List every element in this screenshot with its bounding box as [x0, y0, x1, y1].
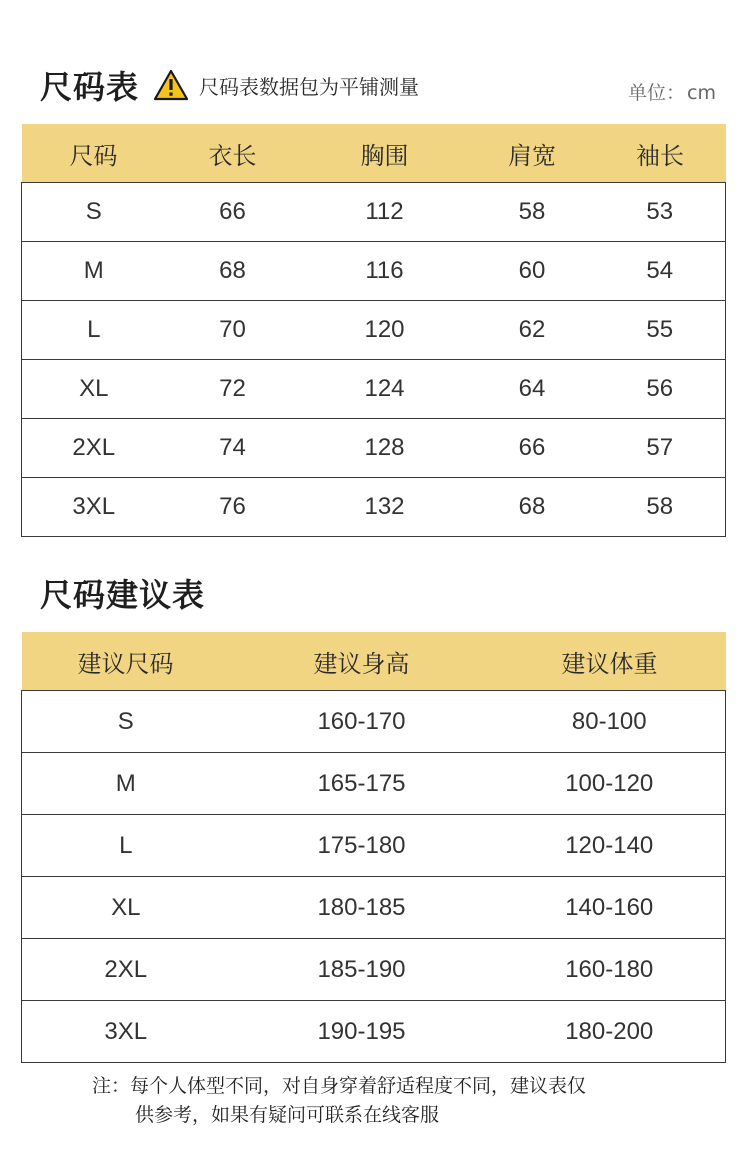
measurement-note: 尺码表数据包为平铺测量 — [199, 74, 420, 99]
cell-length: 68 — [166, 242, 300, 301]
table-row — [22, 877, 726, 939]
table-row — [22, 1001, 726, 1063]
cell-shoulder: 68 — [470, 478, 595, 537]
cell-weight: 80-100 — [494, 691, 726, 753]
size-table — [21, 124, 726, 537]
cell-weight: 100-120 — [494, 753, 726, 815]
cell-size: M — [22, 753, 230, 815]
table-row — [22, 939, 726, 1001]
header-recommended-height: 建议身高 — [230, 632, 494, 691]
cell-height: 190-195 — [230, 1001, 494, 1063]
footnote — [92, 1072, 586, 1130]
cell-sleeve: 58 — [595, 478, 726, 537]
unit-value: cm — [687, 82, 716, 104]
cell-shoulder: 62 — [470, 301, 595, 360]
unit-prefix: 单位： — [628, 82, 686, 104]
header-shoulder: 肩宽 — [470, 124, 595, 183]
cell-chest: 116 — [300, 242, 470, 301]
table-row — [22, 360, 726, 419]
recommend-table-header-row — [22, 632, 726, 691]
table-row — [22, 419, 726, 478]
unit-label — [626, 78, 716, 105]
cell-sleeve: 56 — [595, 360, 726, 419]
size-table-header-row — [22, 124, 726, 183]
cell-chest: 124 — [300, 360, 470, 419]
table-row — [22, 183, 726, 242]
cell-size: XL — [22, 360, 166, 419]
header-length: 衣长 — [166, 124, 300, 183]
cell-size: 2XL — [22, 939, 230, 1001]
warning-triangle-icon — [153, 69, 189, 101]
cell-shoulder: 60 — [470, 242, 595, 301]
cell-height: 180-185 — [230, 877, 494, 939]
header-chest: 胸围 — [300, 124, 470, 183]
table-row — [22, 478, 726, 537]
cell-height: 165-175 — [230, 753, 494, 815]
cell-height: 160-170 — [230, 691, 494, 753]
header-sleeve: 袖长 — [595, 124, 726, 183]
cell-chest: 112 — [300, 183, 470, 242]
cell-chest: 120 — [300, 301, 470, 360]
cell-shoulder: 58 — [470, 183, 595, 242]
table-row — [22, 242, 726, 301]
table-row — [22, 691, 726, 753]
cell-weight: 120-140 — [494, 815, 726, 877]
footnote-line-2: 供参考，如果有疑问可联系在线客服 — [135, 1104, 440, 1126]
cell-size: L — [22, 301, 166, 360]
recommend-chart-header — [40, 570, 205, 616]
recommend-chart-title: 尺码建议表 — [40, 576, 206, 614]
header-recommended-size: 建议尺码 — [22, 632, 230, 691]
cell-length: 70 — [166, 301, 300, 360]
cell-weight: 180-200 — [494, 1001, 726, 1063]
cell-size: S — [22, 691, 230, 753]
cell-size: 3XL — [22, 478, 166, 537]
header-recommended-weight: 建议体重 — [494, 632, 726, 691]
cell-size: M — [22, 242, 166, 301]
table-row — [22, 753, 726, 815]
cell-shoulder: 64 — [470, 360, 595, 419]
size-chart-header — [40, 62, 419, 108]
recommend-table — [21, 632, 726, 1063]
cell-sleeve: 57 — [595, 419, 726, 478]
cell-sleeve: 53 — [595, 183, 726, 242]
header-size: 尺码 — [22, 124, 166, 183]
warning-notice — [153, 69, 419, 101]
cell-chest: 132 — [300, 478, 470, 537]
cell-shoulder: 66 — [470, 419, 595, 478]
cell-size: 3XL — [22, 1001, 230, 1063]
table-row — [22, 301, 726, 360]
cell-height: 175-180 — [230, 815, 494, 877]
table-row — [22, 815, 726, 877]
cell-length: 74 — [166, 419, 300, 478]
cell-sleeve: 54 — [595, 242, 726, 301]
cell-weight: 160-180 — [494, 939, 726, 1001]
cell-length: 76 — [166, 478, 300, 537]
footnote-line-1: 注：每个人体型不同，对自身穿着舒适程度不同，建议表仅 — [92, 1075, 587, 1097]
cell-size: XL — [22, 877, 230, 939]
cell-size: S — [22, 183, 166, 242]
cell-size: L — [22, 815, 230, 877]
cell-chest: 128 — [300, 419, 470, 478]
cell-sleeve: 55 — [595, 301, 726, 360]
cell-length: 66 — [166, 183, 300, 242]
cell-length: 72 — [166, 360, 300, 419]
size-chart-title: 尺码表 — [40, 68, 140, 106]
cell-height: 185-190 — [230, 939, 494, 1001]
cell-weight: 140-160 — [494, 877, 726, 939]
cell-size: 2XL — [22, 419, 166, 478]
